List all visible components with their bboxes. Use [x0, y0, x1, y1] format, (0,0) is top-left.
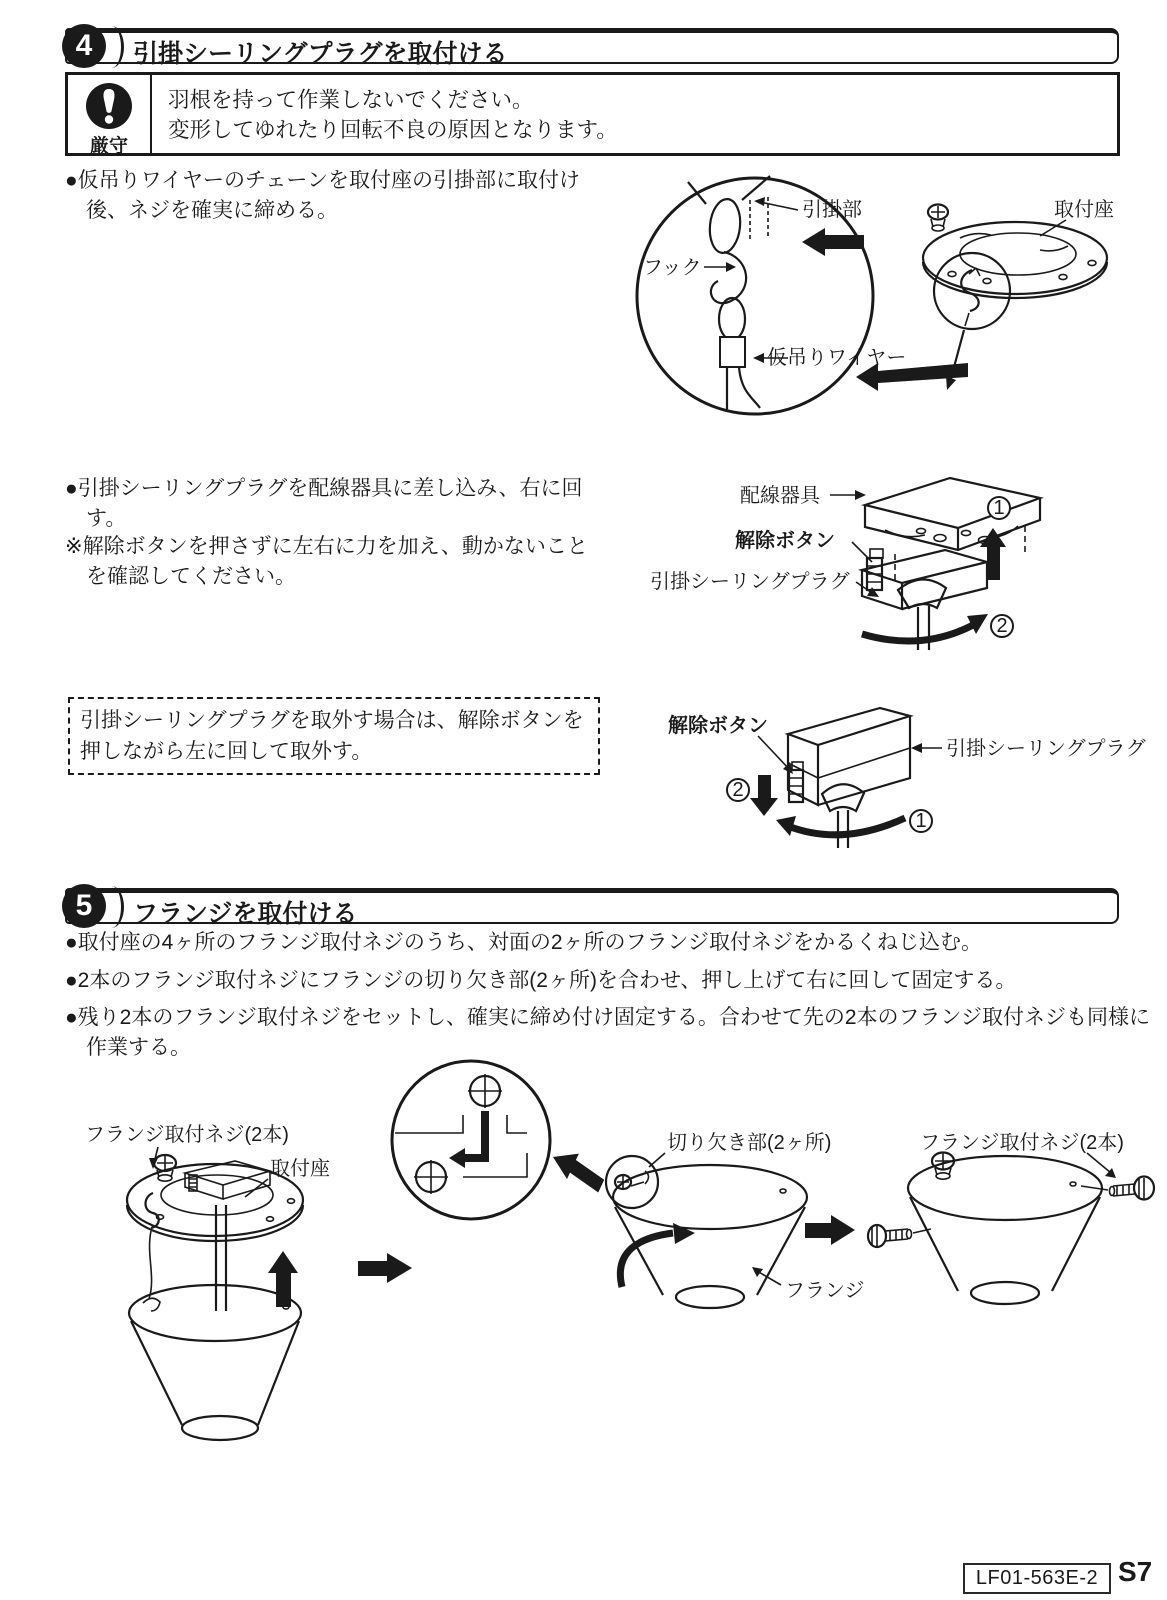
leader-release — [852, 542, 872, 562]
mounting-base — [923, 205, 1107, 391]
step5-bullet1-line1: ●取付座の4ヶ所のフランジ取付ネジのうち、対面の2ヶ所のフランジ取付ネジをかるくねじ込む。 — [65, 931, 982, 954]
step4-bullet2-line1: ●引掛シーリングプラグを配線器具に差し込み、右に回 — [65, 477, 583, 500]
label-release: 解除ボタン — [668, 715, 768, 737]
svg-text:1: 1 — [915, 810, 927, 832]
label-release: 解除ボタン — [735, 530, 835, 552]
step5-bullet3-line1: ●残り2本のフランジ取付ネジをセットし、確実に締め付け固定する。合わせて先の2本のフランジ取付ネジも同様に — [65, 1006, 1150, 1029]
step4-bullet2 — [65, 474, 583, 534]
arrow-rotate-left — [788, 818, 905, 835]
seated-screw — [932, 1153, 954, 1180]
removal-note-line2: 押しながら左に回して取外す。 — [80, 740, 373, 763]
step4-number-badge: 4 — [62, 24, 106, 68]
step4-title: 引掛シーリングプラグを取付ける — [133, 40, 508, 68]
step4-bullet1 — [65, 166, 580, 226]
base-with-flange — [127, 1155, 303, 1440]
step5-bullet1 — [65, 928, 982, 958]
page-number: S7 — [1118, 1556, 1153, 1587]
step5-header — [65, 888, 1119, 928]
leader-hook-arrowhead — [726, 262, 736, 272]
label-plug: 引掛シーリングプラグ — [946, 738, 1146, 760]
label-base: 取付座 — [270, 1158, 330, 1180]
diagram-flange-sequence — [65, 1045, 1155, 1480]
leader-catch-arrowhead — [754, 197, 765, 206]
arrow-rotate — [620, 1233, 673, 1287]
floating-screw-left — [868, 1225, 931, 1247]
magnify-arrow — [856, 363, 968, 391]
leader-wire-arrowhead — [753, 353, 764, 363]
step1-badge — [910, 810, 932, 832]
leader-outlet-arrowhead — [855, 490, 866, 500]
leader-notch — [649, 1153, 665, 1167]
step4-bullet1-line2: 後、ネジを確実に締める。 — [86, 199, 338, 222]
step4-note-line1: ※解除ボタンを押さずに左右に力を加え、動かないこと — [65, 535, 588, 558]
step5-title: フランジを取付ける — [133, 900, 358, 928]
leader-flange-arrowhead — [752, 1267, 763, 1277]
diagram-wire-chain — [620, 170, 1120, 426]
svg-text:2: 2 — [732, 779, 744, 801]
leader-catch — [760, 202, 798, 210]
label-plug: 引掛シーリングプラグ — [650, 571, 850, 593]
svg-text:1: 1 — [993, 497, 1005, 519]
arrow-up — [268, 1251, 298, 1307]
svg-text:2: 2 — [996, 615, 1008, 637]
warning-box — [65, 72, 1120, 156]
step4-header — [65, 28, 1119, 68]
label-screws-left: フランジ取付ネジ(2本) — [85, 1124, 289, 1146]
label-outlet: 配線器具 — [740, 485, 820, 507]
magnify-arrow — [547, 1144, 610, 1193]
leader-plug-arrowhead — [911, 743, 922, 753]
step5-paren-decoration — [109, 886, 124, 928]
step2-badge — [727, 779, 749, 801]
flange-rotating — [606, 1156, 807, 1308]
wire-loop — [719, 298, 745, 340]
step5-bullet2-line1: ●2本のフランジ取付ネジにフランジの切り欠き部(2ヶ所)を合わせ、押し上げて右に回して固定する。 — [65, 969, 1017, 992]
slot-magnifier — [392, 1061, 550, 1219]
diagram-plug-install — [640, 450, 1120, 655]
warning-icon-cell — [68, 75, 152, 157]
label-wire: 仮吊りワイヤー — [767, 347, 907, 369]
chain-link — [707, 198, 742, 255]
label-flange: フランジ — [785, 1280, 865, 1302]
hook-curve — [711, 252, 746, 303]
warning-text — [152, 75, 618, 153]
diagram-plug-removal — [640, 690, 1146, 855]
step4-note-line2: を確認してください。 — [86, 565, 296, 588]
floating-screw-right — [1081, 1177, 1154, 1200]
ceiling-outlet — [865, 478, 1040, 550]
step4-paren-decoration — [109, 26, 124, 68]
warning-line1: 羽根を持って作業しないでください。 — [168, 88, 534, 112]
wire-crimp — [720, 337, 745, 367]
leader-base — [245, 1179, 268, 1197]
removal-note-box — [68, 697, 600, 775]
next-step-arrow-1 — [358, 1253, 412, 1283]
warning-line2: 変形してゆれたり回転不良の原因となります。 — [168, 118, 618, 142]
ceiling-plug — [862, 549, 987, 650]
step4-bullet2-line2: す。 — [86, 507, 127, 530]
arrow-rotate-head — [673, 1223, 695, 1244]
next-step-arrow-2 — [805, 1215, 855, 1245]
document-code: LF01-563E-2 — [975, 1567, 1099, 1589]
step5-bullet2 — [65, 966, 1016, 996]
leader-screws-right — [1087, 1153, 1111, 1173]
step5-bullet3-line2: 作業する。 — [86, 1036, 191, 1059]
step4-bullet1-line1: ●仮吊りワイヤーのチェーンを取付座の引掛部に取付け — [65, 169, 581, 192]
label-notch: 切り欠き部(2ヶ所) — [667, 1132, 832, 1154]
base-screw — [928, 205, 948, 232]
wire-tails — [727, 367, 760, 410]
leader-release — [758, 736, 790, 770]
document-code-box — [963, 1563, 1111, 1594]
warning-label: 厳守 — [89, 136, 128, 157]
leader-plug-arrowhead — [867, 587, 879, 597]
removal-note-line1: 引掛シーリングプラグを取外す場合は、解除ボタンを — [80, 709, 584, 732]
step1-badge — [988, 497, 1010, 519]
label-hook: フック — [643, 257, 702, 279]
label-catch: 引掛部 — [802, 199, 862, 221]
step4-note — [65, 532, 588, 592]
arrow-down — [750, 775, 778, 816]
step5-number-badge: 5 — [62, 884, 106, 928]
arrow-rotate-left-head — [776, 816, 796, 836]
step2-badge — [991, 615, 1013, 637]
label-screws-right: フランジ取付ネジ(2本) — [920, 1132, 1124, 1154]
label-base: 取付座 — [1054, 199, 1114, 221]
mandatory-exclamation-icon — [85, 82, 133, 130]
